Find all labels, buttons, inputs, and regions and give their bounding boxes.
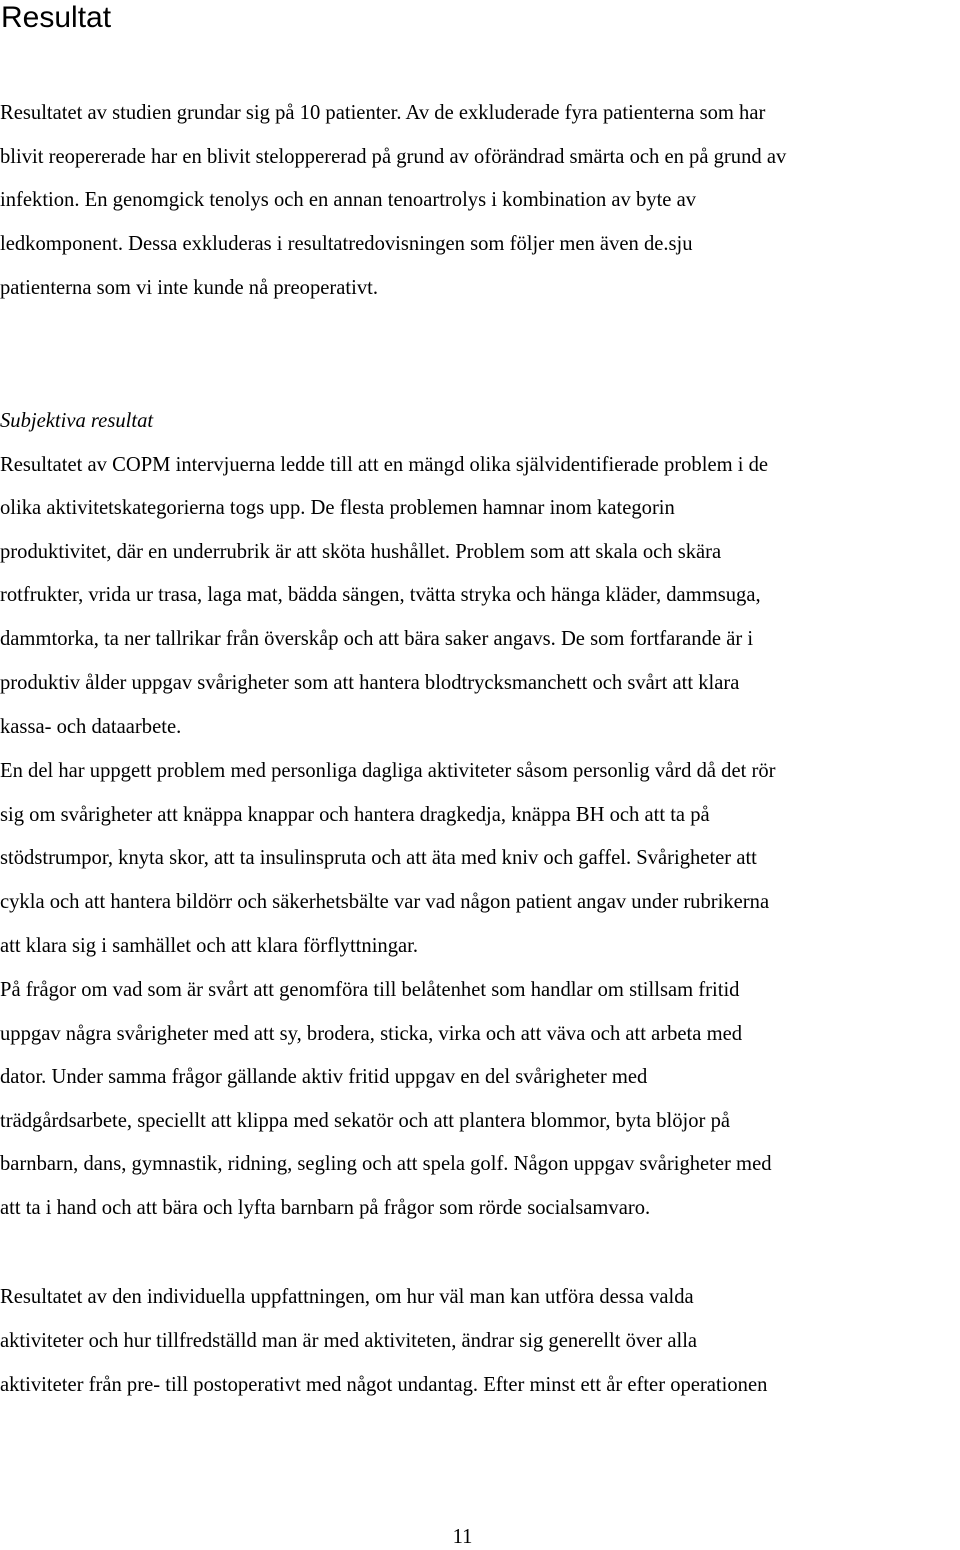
paragraph-3-line: cykla och att hantera bildörr och säkerhetsbälte var vad någon patient angav under rubrikerna <box>0 891 770 913</box>
paragraph-5-line: aktiviteter från pre- till postoperativt med något undantag. Efter minst ett år efter operationen <box>0 1374 768 1396</box>
paragraph-4-line: trädgårdsarbete, speciellt att klippa med sekatör och att plantera blommor, byta blöjor på <box>0 1110 731 1132</box>
paragraph-1-line: Resultatet av studien grundar sig på 10 patienter. Av de exkluderade fyra patienterna som har <box>0 102 766 124</box>
page-number: 11 <box>452 1526 473 1548</box>
paragraph-2-line: produktiv ålder uppgav svårigheter som att hantera blodtrycksmanchett och svårt att klara <box>0 672 740 694</box>
paragraph-5-line: Resultatet av den individuella uppfattningen, om hur väl man kan utföra dessa valda <box>0 1286 694 1308</box>
paragraph-2-line: dammtorka, ta ner tallrikar från överskåp och att bära saker angavs. De som fortfarande är i <box>0 628 754 650</box>
paragraph-4-line: barnbarn, dans, gymnastik, ridning, segling och att spela golf. Någon uppgav svårigheter med <box>0 1153 772 1175</box>
paragraph-4-line: På frågor om vad som är svårt att genomföra till belåtenhet som handlar om stillsam fritid <box>0 979 740 1001</box>
paragraph-4-line: uppgav några svårigheter med att sy, brodera, sticka, virka och att väva och att arbeta med <box>0 1023 743 1045</box>
subheading: Subjektiva resultat <box>0 410 154 432</box>
paragraph-4-line: dator. Under samma frågor gällande aktiv fritid uppgav en del svårigheter med <box>0 1066 648 1088</box>
paragraph-1-line: ledkomponent. Dessa exkluderas i resultatredovisningen som följer men även de.sju <box>0 233 693 255</box>
paragraph-3-line: stödstrumpor, knyta skor, att ta insulinspruta och att äta med kniv och gaffel. Svårigheter att <box>0 847 757 869</box>
paragraph-2-line: produktivitet, där en underrubrik är att sköta hushållet. Problem som att skala och skära <box>0 541 722 563</box>
paragraph-3-line: En del har uppgett problem med personliga dagliga aktiviteter såsom personlig vård då det rör <box>0 760 776 782</box>
paragraph-2-line: kassa- och dataarbete. <box>0 716 182 738</box>
paragraph-2-line: rotfrukter, vrida ur trasa, laga mat, bädda sängen, tvätta stryka och hänga kläder, dammsuga, <box>0 584 761 606</box>
paragraph-4-line: att ta i hand och att bära och lyfta barnbarn på frågor som rörde socialsamvaro. <box>0 1197 651 1219</box>
section-heading: Resultat <box>1 1 112 34</box>
paragraph-1-line: infektion. En genomgick tenolys och en annan tenoartrolys i kombination av byte av <box>0 189 697 211</box>
paragraph-2-line: olika aktivitetskategorierna togs upp. De flesta problemen hamnar inom kategorin <box>0 497 675 519</box>
paragraph-3-line: att klara sig i samhället och att klara förflyttningar. <box>0 935 419 957</box>
paragraph-2-line: Resultatet av COPM intervjuerna ledde till att en mängd olika självidentifierade problem i de <box>0 454 769 476</box>
paragraph-5-line: aktiviteter och hur tillfredställd man är med aktiviteten, ändrar sig generellt över alla <box>0 1330 698 1352</box>
paragraph-3-line: sig om svårigheter att knäppa knappar och hantera dragkedja, knäppa BH och att ta på <box>0 804 710 826</box>
paragraph-1-line: blivit reopererade har en blivit steloppererad på grund av oförändrad smärta och en på grund av <box>0 146 787 168</box>
paragraph-1-line: patienterna som vi inte kunde nå preoperativt. <box>0 277 378 299</box>
